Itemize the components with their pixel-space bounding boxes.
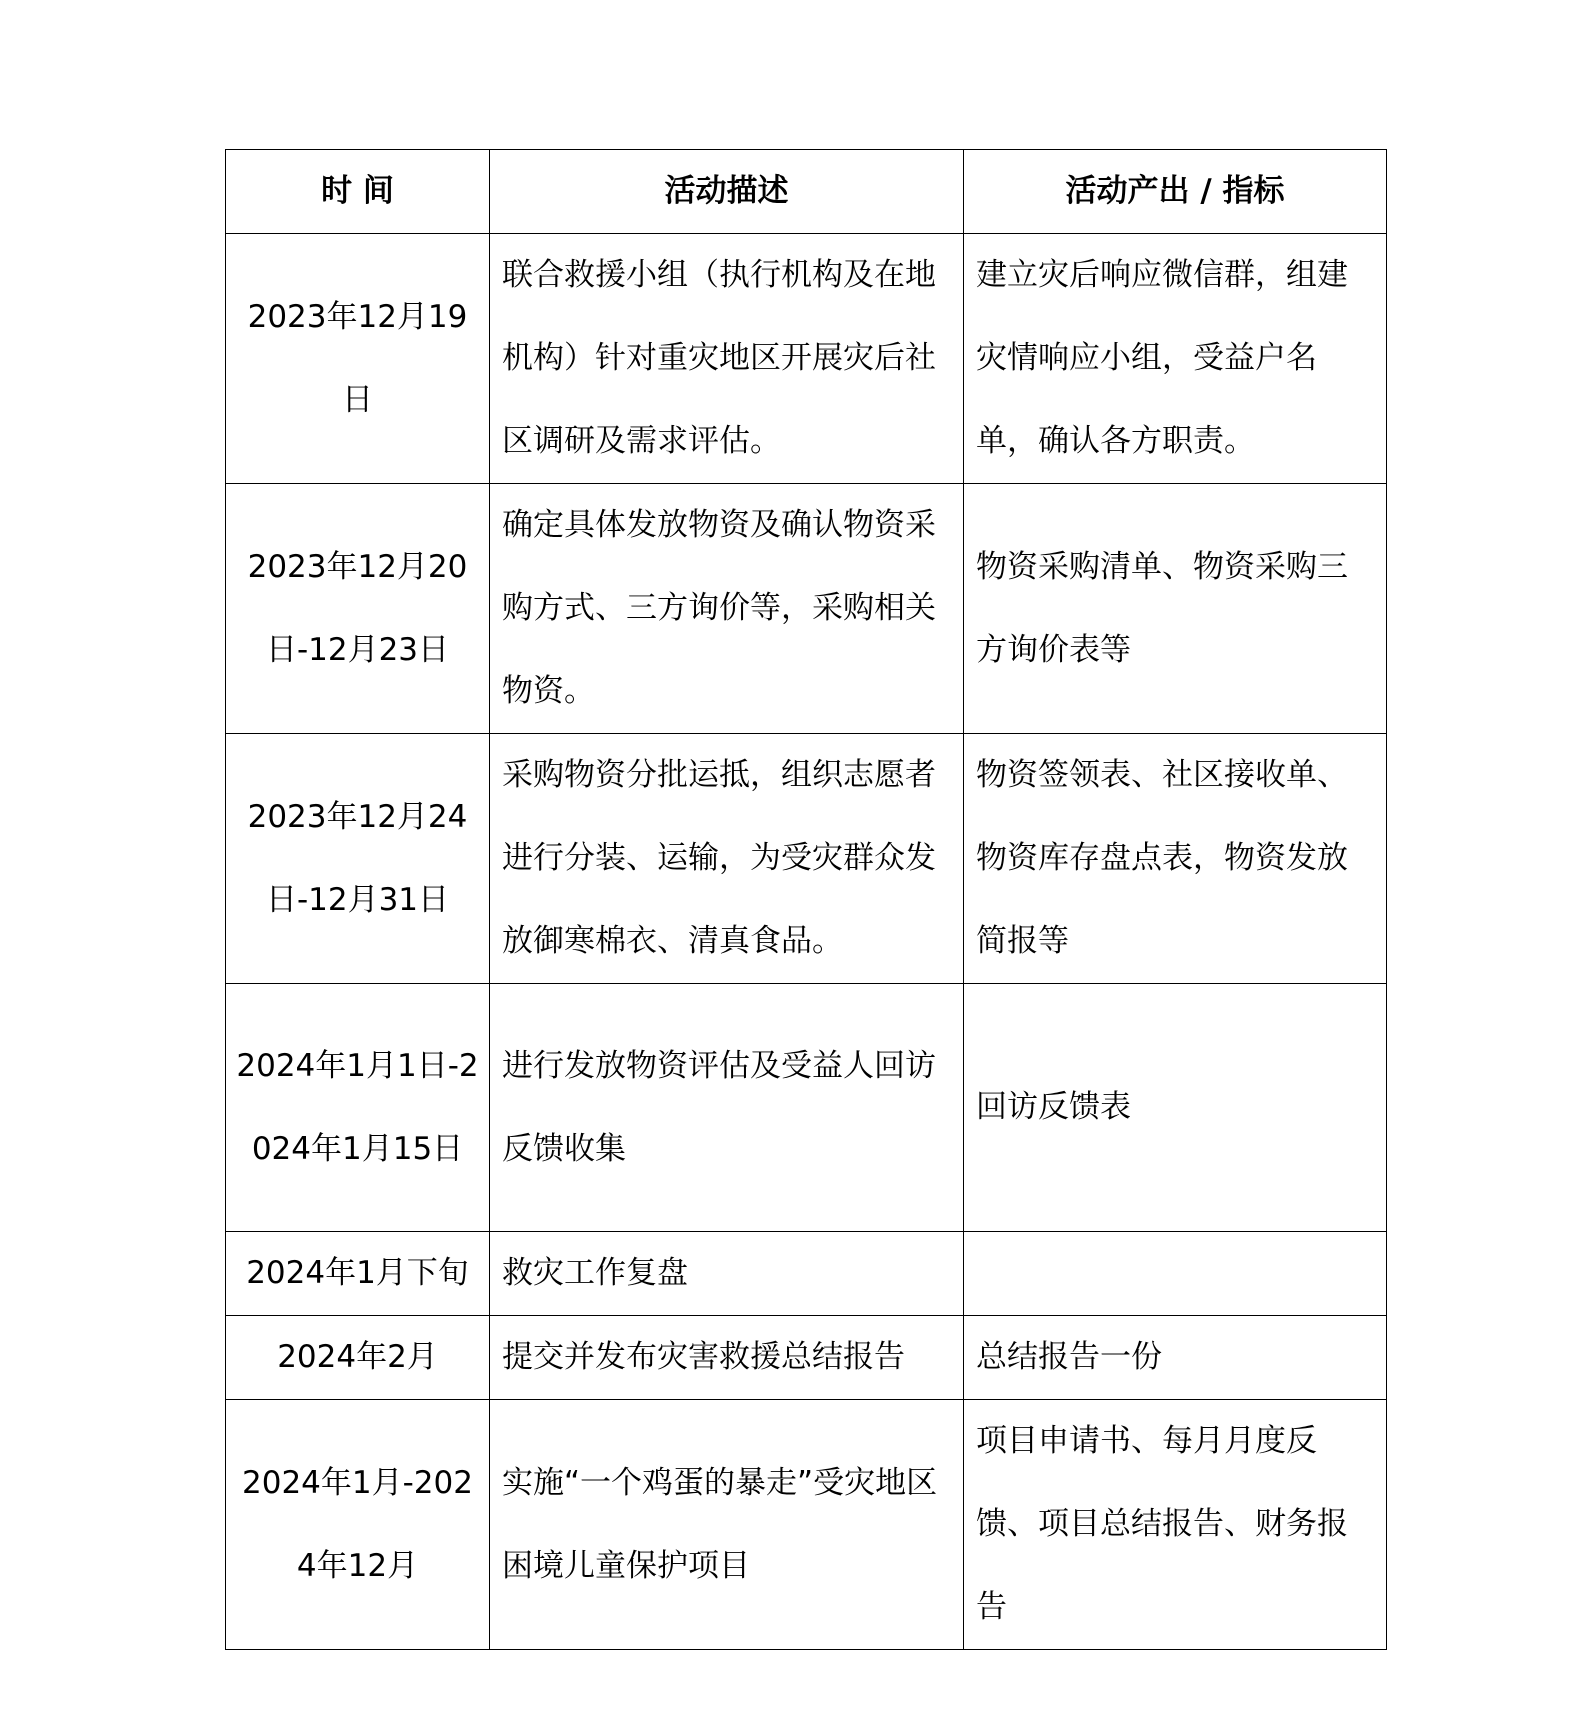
header-time: 时 间 bbox=[226, 150, 490, 234]
table-row bbox=[226, 734, 1387, 984]
activity-plan-table bbox=[225, 149, 1387, 1650]
cell-description: 提交并发布灾害救援总结报告 bbox=[490, 1316, 964, 1400]
cell-output: 建立灾后响应微信群，组建灾情响应小组，受益户名单，确认各方职责。 bbox=[964, 234, 1387, 484]
table-header-row bbox=[226, 150, 1387, 234]
cell-time: 2024年2月 bbox=[226, 1316, 490, 1400]
cell-time: 2024年1月1日-2024年1月15日 bbox=[226, 984, 490, 1232]
cell-time: 2024年1月-2024年12月 bbox=[226, 1400, 490, 1650]
cell-description: 实施“一个鸡蛋的暴走”受灾地区困境儿童保护项目 bbox=[490, 1400, 964, 1650]
cell-time: 2023年12月24日-12月31日 bbox=[226, 734, 490, 984]
cell-time: 2023年12月20日-12月23日 bbox=[226, 484, 490, 734]
header-output: 活动产出 / 指标 bbox=[964, 150, 1387, 234]
cell-description: 进行发放物资评估及受益人回访反馈收集 bbox=[490, 984, 964, 1232]
table-row bbox=[226, 1316, 1387, 1400]
document-page bbox=[225, 149, 1386, 1650]
table-row bbox=[226, 1400, 1387, 1650]
cell-time: 2023年12月19日 bbox=[226, 234, 490, 484]
cell-output: 总结报告一份 bbox=[964, 1316, 1387, 1400]
cell-description: 联合救援小组（执行机构及在地机构）针对重灾地区开展灾后社区调研及需求评估。 bbox=[490, 234, 964, 484]
table-row bbox=[226, 234, 1387, 484]
cell-time: 2024年1月下旬 bbox=[226, 1232, 490, 1316]
cell-output: 物资采购清单、物资采购三方询价表等 bbox=[964, 484, 1387, 734]
cell-output: 物资签领表、社区接收单、物资库存盘点表，物资发放简报等 bbox=[964, 734, 1387, 984]
header-description: 活动描述 bbox=[490, 150, 964, 234]
table-row bbox=[226, 984, 1387, 1232]
cell-output: 回访反馈表 bbox=[964, 984, 1387, 1232]
table-row bbox=[226, 1232, 1387, 1316]
table-row bbox=[226, 484, 1387, 734]
cell-description: 救灾工作复盘 bbox=[490, 1232, 964, 1316]
cell-output bbox=[964, 1232, 1387, 1316]
cell-output: 项目申请书、每月月度反馈、项目总结报告、财务报告 bbox=[964, 1400, 1387, 1650]
cell-description: 采购物资分批运抵，组织志愿者进行分装、运输，为受灾群众发放御寒棉衣、清真食品。 bbox=[490, 734, 964, 984]
cell-description: 确定具体发放物资及确认物资采购方式、三方询价等，采购相关物资。 bbox=[490, 484, 964, 734]
